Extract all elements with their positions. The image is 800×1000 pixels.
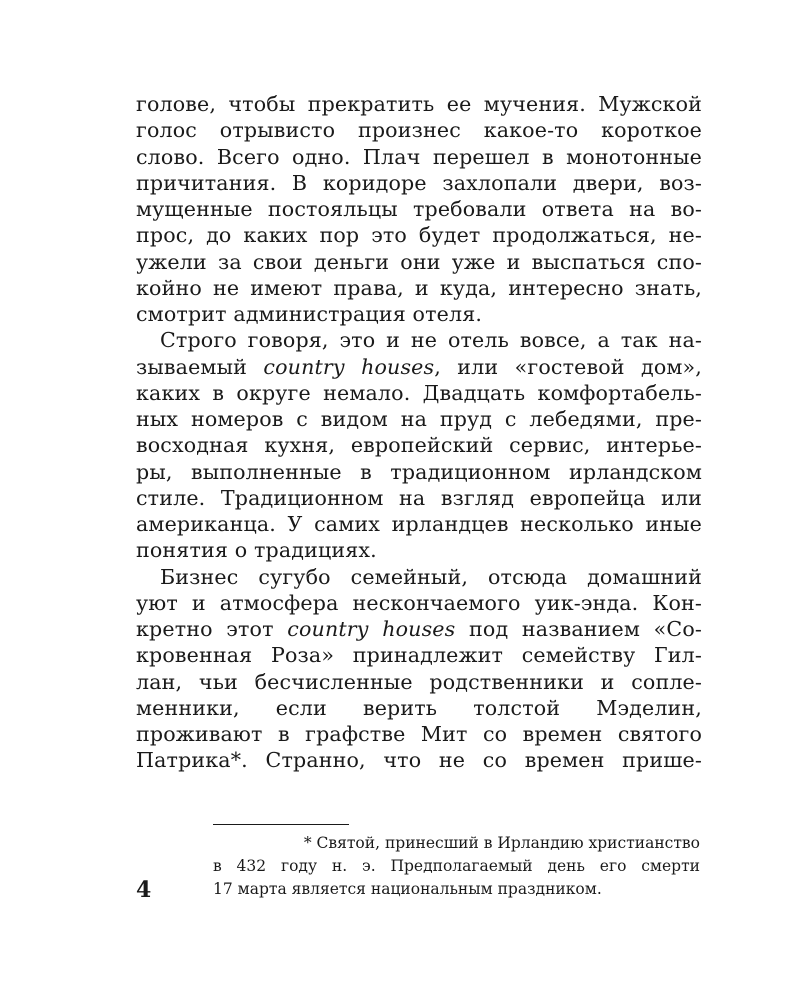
text-line: голове, чтобы прекратить ее мучения. Мужской	[136, 92, 702, 116]
text-line: мущенные постояльцы требовали ответа на во-	[136, 197, 702, 221]
footnote	[213, 832, 700, 901]
footnote-divider	[213, 824, 349, 825]
text-line: уют и атмосфера нескончаемого уик-энда. Кон-	[136, 590, 702, 615]
text-line: каких в округе немало. Двадцать комфортабель-	[136, 380, 702, 405]
text-line: голос отрывисто произнес какое-то короткое	[136, 118, 702, 143]
text-segment: под названием «Со-	[469, 617, 702, 641]
italic-term: country houses	[287, 617, 456, 641]
main-text	[136, 91, 702, 774]
text-segment: кретно этот	[136, 617, 274, 641]
text-segment: , или «гостевой дом»,	[434, 354, 703, 379]
page-number: 4	[136, 877, 152, 903]
text-line: понятия о традициях.	[136, 538, 377, 563]
text-line: прос, до каких пор это будет продолжаться, не-	[136, 223, 702, 248]
footnote-line: в 432 году н. э. Предполагаемый день его смерти	[213, 857, 700, 875]
text-line: Патрика*. Странно, что не со времен прише-	[136, 748, 702, 773]
text-line: проживают в графстве Мит со времен святого	[136, 722, 702, 746]
text-line: Строго говоря, это и не отель вовсе, а так на-	[160, 328, 702, 353]
text-line: ужели за свои деньги они уже и выспаться спо-	[136, 249, 702, 274]
text-line	[136, 354, 702, 380]
text-line: американца. У самих ирландцев несколько иные	[136, 512, 702, 536]
text-line: причитания. В коридоре захлопали двери, воз-	[136, 170, 702, 195]
text-line: ры, выполненные в традиционном ирландском	[136, 459, 702, 484]
text-line: ных номеров с видом на пруд с лебедями, пре-	[136, 407, 702, 431]
text-line	[136, 616, 702, 642]
text-line: стиле. Традиционном на взгляд европейца или	[136, 485, 702, 510]
text-line: Бизнес сугубо семейный, отсюда домашний	[160, 564, 702, 589]
text-line: кровенная Роза» принадлежит семейству Гил-	[136, 643, 702, 668]
text-segment: зываемый	[136, 354, 248, 379]
text-line: лан, чьи бесчисленные родственники и сопле-	[136, 669, 702, 694]
footnote-line: 17 марта является национальным праздником.	[213, 880, 602, 898]
text-line: восходная кухня, европейский сервис, интерье-	[136, 433, 702, 458]
text-line: менники, если верить толстой Мэделин,	[136, 695, 702, 720]
text-line: смотрит администрация отеля.	[136, 302, 483, 326]
italic-term: country houses	[263, 354, 435, 379]
text-line: слово. Всего одно. Плач перешел в монотонные	[136, 144, 702, 169]
text-line: койно не имеют права, и куда, интересно знать,	[136, 275, 702, 300]
footnote-line: * Святой, принесший в Ирландию христианство	[303, 834, 700, 852]
